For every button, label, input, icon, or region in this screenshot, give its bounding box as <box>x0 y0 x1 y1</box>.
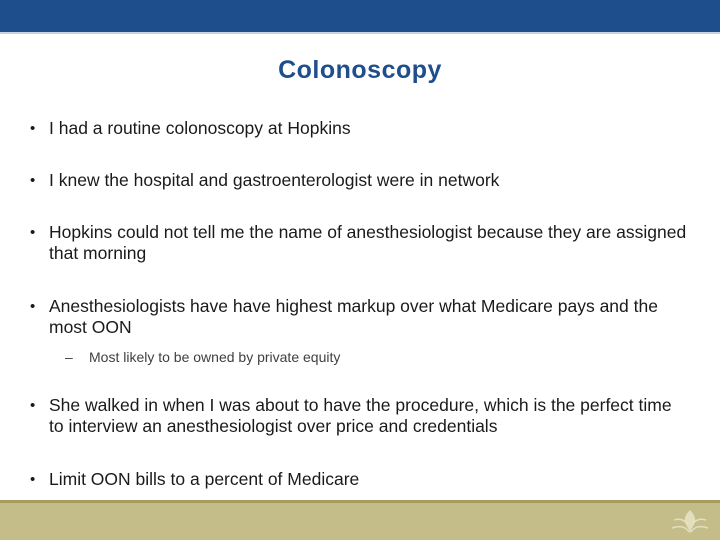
footer-band <box>0 500 720 540</box>
bullet-item: • I knew the hospital and gastroenterologist were in network <box>30 170 690 191</box>
bullet-item: • Anesthesiologists have have highest markup over what Medicare pays and the most OON <box>30 296 690 338</box>
sub-bullet-item: – Most likely to be owned by private equity <box>30 348 690 366</box>
emblem-icon <box>668 504 712 538</box>
bullet-item: • Limit OON bills to a percent of Medicare <box>30 469 690 490</box>
header-bar <box>0 0 720 32</box>
bullet-item: • I had a routine colonoscopy at Hopkins <box>30 118 690 139</box>
bullet-list <box>30 118 690 490</box>
bullet-item: • Hopkins could not tell me the name of anesthesiologist because they are assigned that morning <box>30 222 690 264</box>
header-rule <box>0 32 720 34</box>
slide-title: Colonoscopy <box>278 56 442 84</box>
footer-rule <box>0 500 720 503</box>
bullet-item: • She walked in when I was about to have the procedure, which is the perfect time to interview an anesthesiologist over price and credentials <box>30 395 690 437</box>
